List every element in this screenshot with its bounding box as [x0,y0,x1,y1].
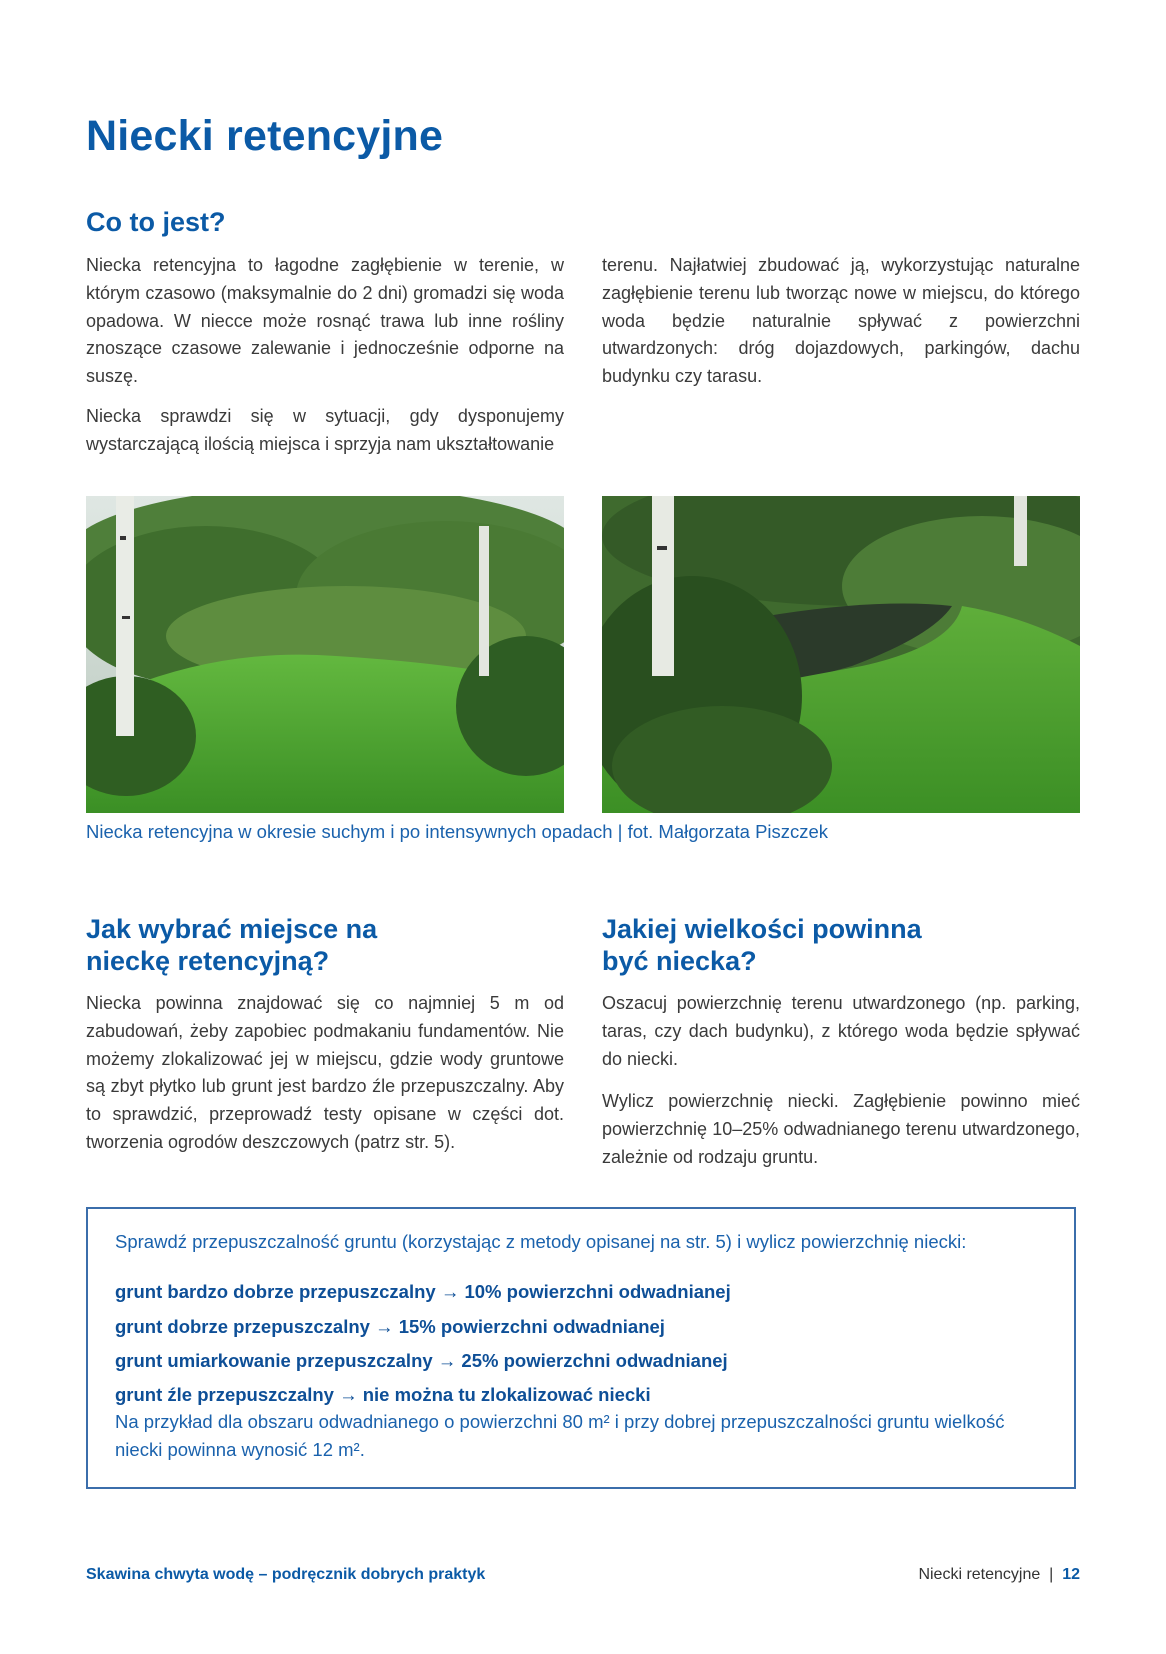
photo-caption: Niecka retencyjna w okresie suchym i po intensywnych opadach | fot. Małgorzata Piszczek [86,821,829,842]
section2-paragraph-1: Niecka powinna znajdować się co najmniej 5 m od zabudowań, żeby zapobiec podmakaniu fundamentów. Nie możemy zlokalizować jej w miejscu, gdzie wody gruntowe są zbyt płytko lub grunt jest bardzo źle przepuszczalny. Aby to sprawdzić, przeprowadź testy opisane w części dot. tworzenia ogrodów deszczowych (patrz str. 5). [86,993,564,1152]
rule-good: grunt dobrze przepuszczalny → 15% powierzchni odwadnianej [115,1316,665,1337]
section2-heading-line-2: nieckę retencyjną? [86,946,330,976]
section1-paragraph-1: Niecka retencyjna to łagodne zagłębienie w terenie, w którym czasowo (maksymalnie do 2 dni) gromadzi się woda opadowa. W niecce może rosnąć trawa lub inne rośliny znoszące czasowe zalewanie i jednocześnie odporne na suszę. [86,255,564,387]
section2-heading-line-1: Jak wybrać miejsce na [86,914,378,944]
page-title: Niecki retencyjne [86,112,444,160]
section-heading-what-is-it: Co to jest? [86,207,226,237]
section3-heading-line-1: Jakiej wielkości powinna [602,914,922,944]
rule-very-good: grunt bardzo dobrze przepuszczalny → 10% powierzchni odwadnianej [115,1281,731,1302]
section3-paragraph-2: Wylicz powierzchnię niecki. Zagłębienie powinno mieć powierzchnię 10–25% odwadnianego terenu utwardzonego, zależnie od rodzaju gruntu. [602,1091,1080,1167]
page-number: 12 [1062,1566,1080,1583]
footer-separator: | [1049,1566,1054,1583]
photo-wet-basin [602,496,1080,813]
section3-paragraph-1: Oszacuj powierzchnię terenu utwardzonego (np. parking, taras, czy dach budynku), z którego woda będzie spływać do niecki. [602,993,1080,1069]
footer-publication-title: Skawina chwyta wodę – podręcznik dobrych praktyk [86,1566,486,1583]
section1-paragraph-2: Niecka sprawdzi się w sytuacji, gdy dysponujemy wystarczającą ilością miejsca i sprzyja nam ukształtowanie [86,406,564,454]
info-box-example: Na przykład dla obszaru odwadnianego o powierzchni 80 m² i przy dobrej przepuszczalności gruntu wielkość niecki powinna wynosić 12 m². [115,1411,1005,1460]
footer-page-info [918,1566,1080,1584]
photo-dry-basin [86,496,564,813]
section-heading-size [602,913,1080,977]
info-box-intro: Sprawdź przepuszczalność gruntu (korzystając z metody opisanej na str. 5) i wylicz powierzchnię niecki: [115,1231,967,1252]
section3-heading-line-2: być niecka? [602,946,757,976]
rule-poor: grunt źle przepuszczalny → nie można tu zlokalizować niecki [115,1384,651,1405]
rule-moderate: grunt umiarkowanie przepuszczalny → 25% powierzchni odwadnianej [115,1350,728,1371]
info-box [86,1207,1076,1489]
section1-paragraph-3: terenu. Najłatwiej zbudować ją, wykorzystując naturalne zagłębienie terenu lub tworząc nowe w miejscu, do którego woda będzie naturalnie spływać z powierzchni utwardzonych: dróg dojazdowych, parkingów, dachu budynku czy tarasu. [602,255,1080,387]
section-heading-location [86,913,564,977]
footer-section-label: Niecki retencyjne [918,1566,1041,1583]
